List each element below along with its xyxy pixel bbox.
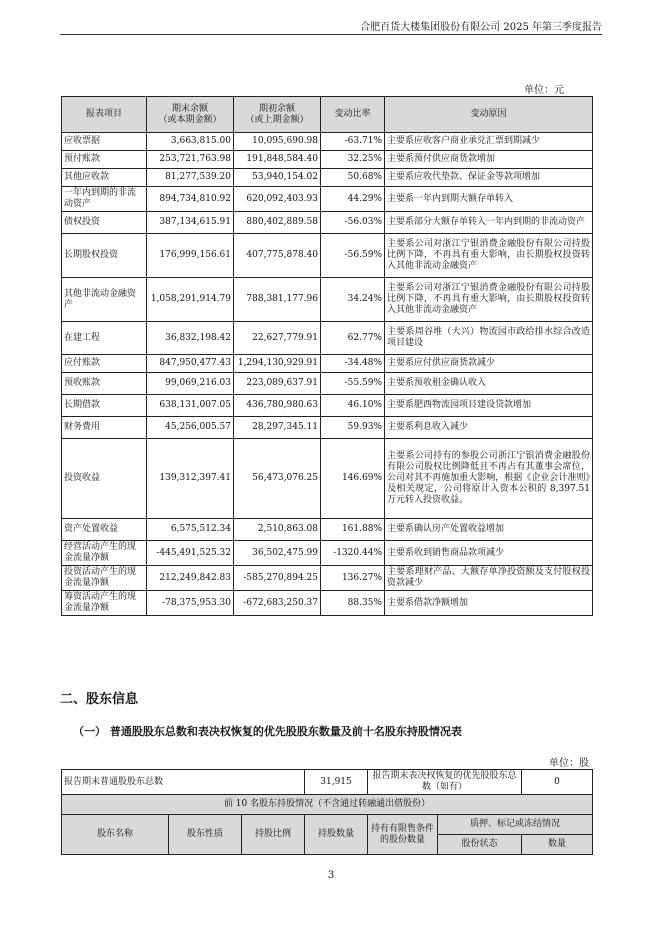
pref-holders-value: 0 — [522, 770, 593, 795]
row-begin-balance: 56,473,076.25 — [234, 439, 321, 519]
row-end-balance: 253,721,763.98 — [147, 151, 234, 169]
table-row — [62, 278, 593, 322]
row-change-reason: 主要系确认房产处置收益增加 — [385, 519, 593, 541]
row-end-balance: 847,950,477.43 — [147, 355, 234, 373]
row-change-ratio: 34.24% — [321, 278, 385, 322]
row-change-reason: 主要系周谷堆（大兴）物流园市政给排水综合改造项目建设 — [385, 322, 593, 355]
row-change-reason: 主要系利息收入减少 — [385, 417, 593, 439]
balance-change-table — [61, 96, 593, 616]
table-row — [62, 355, 593, 373]
row-end-balance: -445,491,525.32 — [147, 541, 234, 566]
row-item: 债权投资 — [62, 212, 147, 234]
table-row — [62, 187, 593, 212]
row-end-balance: 894,734,810.92 — [147, 187, 234, 212]
row-change-ratio: 161.88% — [321, 519, 385, 541]
row-end-balance: 139,312,397.41 — [147, 439, 234, 519]
table-row — [62, 417, 593, 439]
table-row — [62, 591, 593, 616]
row-change-ratio: 136.27% — [321, 566, 385, 591]
top10-title: 前 10 名股东持股情况（不含通过转融通出借股份） — [62, 795, 593, 815]
col-header: 变动比率 — [321, 97, 385, 133]
row-item: 其他应收款 — [62, 169, 147, 187]
row-change-reason: 主要系应收代垫款、保证金等款项增加 — [385, 169, 593, 187]
row-change-reason: 主要系部分大额存单转入一年内到期的非流动资产 — [385, 212, 593, 234]
col-header: 持有有限售条件的股份数量 — [368, 815, 438, 855]
row-item: 在建工程 — [62, 322, 147, 355]
row-change-ratio: 46.10% — [321, 395, 385, 417]
col-header: 变动原因 — [385, 97, 593, 133]
table-row — [62, 770, 593, 795]
row-change-ratio: 146.69% — [321, 439, 385, 519]
row-end-balance: 36,832,198.42 — [147, 322, 234, 355]
row-item: 预付账款 — [62, 151, 147, 169]
col-header: 股东性质 — [169, 815, 242, 855]
row-change-reason: 主要系公司对浙江宁银消费金融股份有限公司持股比例下降，不再具有重大影响，由长期股权投资转入其他非流动金融资产 — [385, 278, 593, 322]
col-header: 期初余额 （或上期金额） — [234, 97, 321, 133]
table-row — [62, 439, 593, 519]
row-change-ratio: -56.59% — [321, 234, 385, 278]
table-row — [62, 541, 593, 566]
row-item: 财务费用 — [62, 417, 147, 439]
page-header: 合肥百货大楼集团股份有限公司 2025 年第三季度报告 — [360, 22, 602, 33]
col-header: 质押、标记或冻结情况 — [438, 815, 593, 835]
table-row — [62, 133, 593, 151]
table-row — [62, 566, 593, 591]
row-change-ratio: -63.71% — [321, 133, 385, 151]
row-item: 一年内到期的非流动资产 — [62, 187, 147, 212]
row-begin-balance: 53,940,154.02 — [234, 169, 321, 187]
total-holders-value: 31,915 — [305, 770, 368, 795]
table1-unit: 单位：元 — [524, 85, 564, 96]
row-item: 长期股权投资 — [62, 234, 147, 278]
row-begin-balance: -672,683,250.37 — [234, 591, 321, 616]
row-change-ratio: -1320.44% — [321, 541, 385, 566]
row-end-balance: 6,575,512.34 — [147, 519, 234, 541]
table-row — [62, 395, 593, 417]
row-end-balance: -78,375,953.30 — [147, 591, 234, 616]
row-change-ratio: -34.48% — [321, 355, 385, 373]
row-begin-balance: 28,297,345.11 — [234, 417, 321, 439]
col-header: 持股数量 — [305, 815, 368, 855]
row-item: 投资收益 — [62, 439, 147, 519]
table-row — [62, 169, 593, 187]
col-header: 持股比例 — [242, 815, 305, 855]
row-change-ratio: 44.29% — [321, 187, 385, 212]
row-begin-balance: 620,092,403.93 — [234, 187, 321, 212]
table-header-row — [62, 97, 593, 133]
table-row — [62, 519, 593, 541]
row-item: 其他非流动金融资产 — [62, 278, 147, 322]
row-begin-balance: 788,381,177.96 — [234, 278, 321, 322]
row-begin-balance: 223,089,637.91 — [234, 373, 321, 395]
col-header: 期末余额 （或本期金额） — [147, 97, 234, 133]
table-row — [62, 151, 593, 169]
row-item: 筹资活动产生的现金流量净额 — [62, 591, 147, 616]
row-change-reason: 主要系肥西物流园项目建设贷款增加 — [385, 395, 593, 417]
row-change-reason: 主要系理财产品、大额存单净投资额及支付股权投资款减少 — [385, 566, 593, 591]
row-change-reason: 主要系预付供应商货款增加 — [385, 151, 593, 169]
pref-holders-label: 报告期末表决权恢复的优先股股东总数（如有） — [368, 770, 522, 795]
row-item: 长期借款 — [62, 395, 147, 417]
row-end-balance: 3,663,815.00 — [147, 133, 234, 151]
table-header-row — [62, 815, 593, 835]
table-row — [62, 373, 593, 395]
row-begin-balance: 880,402,889.58 — [234, 212, 321, 234]
shareholder-table — [61, 769, 593, 855]
row-end-balance: 81,277,539.20 — [147, 169, 234, 187]
total-holders-label: 报告期末普通股股东总数 — [62, 770, 305, 795]
row-item: 资产处置收益 — [62, 519, 147, 541]
row-change-reason: 主要系应收客户商业承兑汇票到期减少 — [385, 133, 593, 151]
col-header: 报表项目 — [62, 97, 147, 133]
page-number: 3 — [327, 870, 335, 881]
row-change-reason: 主要系一年内到期大额存单转入 — [385, 187, 593, 212]
header-rule — [60, 34, 602, 35]
row-end-balance: 212,249,842.83 — [147, 566, 234, 591]
row-change-reason: 主要系预收租金确认收入 — [385, 373, 593, 395]
row-end-balance: 638,131,007.05 — [147, 395, 234, 417]
row-end-balance: 99,069,216.03 — [147, 373, 234, 395]
table-row — [62, 322, 593, 355]
row-item: 经营活动产生的现金流量净额 — [62, 541, 147, 566]
row-item: 应付账款 — [62, 355, 147, 373]
row-change-reason: 主要系公司对浙江宁银消费金融股份有限公司持股比例下降，不再具有重大影响，由长期股权投资转入其他非流动金融资产 — [385, 234, 593, 278]
row-begin-balance: 2,510,863.08 — [234, 519, 321, 541]
table-row — [62, 212, 593, 234]
col-header: 股份状态 — [438, 835, 522, 855]
row-change-reason: 主要系应付供应商货款减少 — [385, 355, 593, 373]
row-change-reason: 主要系公司持有的参股公司浙江宁银消费金融股份有限公司股权比例降低且不再占有其董事会席位，公司对其不再施加重大影响，根据《企业会计准则》及相关规定，公司将原计入资本公积的 8,397.51 万元转入投资收益。 — [385, 439, 593, 519]
row-change-reason: 主要系收到销售商品款项减少 — [385, 541, 593, 566]
row-change-reason: 主要系借款净额增加 — [385, 591, 593, 616]
section-title: 二、股东信息 — [60, 692, 139, 707]
row-begin-balance: 407,775,878.40 — [234, 234, 321, 278]
row-begin-balance: 10,095,690.98 — [234, 133, 321, 151]
row-end-balance: 1,058,291,914.79 — [147, 278, 234, 322]
row-change-ratio: -55.59% — [321, 373, 385, 395]
row-change-ratio: 32.25% — [321, 151, 385, 169]
row-begin-balance: 1,294,130,929.91 — [234, 355, 321, 373]
row-change-ratio: -56.03% — [321, 212, 385, 234]
row-end-balance: 45,256,005.57 — [147, 417, 234, 439]
subsection-title: （一） 普通股股东总数和表决权恢复的优先股股东数量及前十名股东持股情况表 — [73, 725, 462, 738]
row-begin-balance: 22,627,779.91 — [234, 322, 321, 355]
row-begin-balance: -585,270,894.25 — [234, 566, 321, 591]
row-item: 投资活动产生的现金流量净额 — [62, 566, 147, 591]
col-header: 股东名称 — [62, 815, 169, 855]
row-change-ratio: 59.93% — [321, 417, 385, 439]
row-begin-balance: 191,848,584.40 — [234, 151, 321, 169]
row-end-balance: 387,134,615.91 — [147, 212, 234, 234]
row-begin-balance: 436,780,980.63 — [234, 395, 321, 417]
row-item: 预收账款 — [62, 373, 147, 395]
row-item: 应收票据 — [62, 133, 147, 151]
table-row — [62, 234, 593, 278]
col-header: 数量 — [522, 835, 593, 855]
row-change-ratio: 50.68% — [321, 169, 385, 187]
row-change-ratio: 62.77% — [321, 322, 385, 355]
table2-unit: 单位：股 — [549, 758, 589, 769]
row-change-ratio: 88.35% — [321, 591, 385, 616]
row-end-balance: 176,999,156.61 — [147, 234, 234, 278]
row-begin-balance: 36,502,475.99 — [234, 541, 321, 566]
table-row — [62, 795, 593, 815]
